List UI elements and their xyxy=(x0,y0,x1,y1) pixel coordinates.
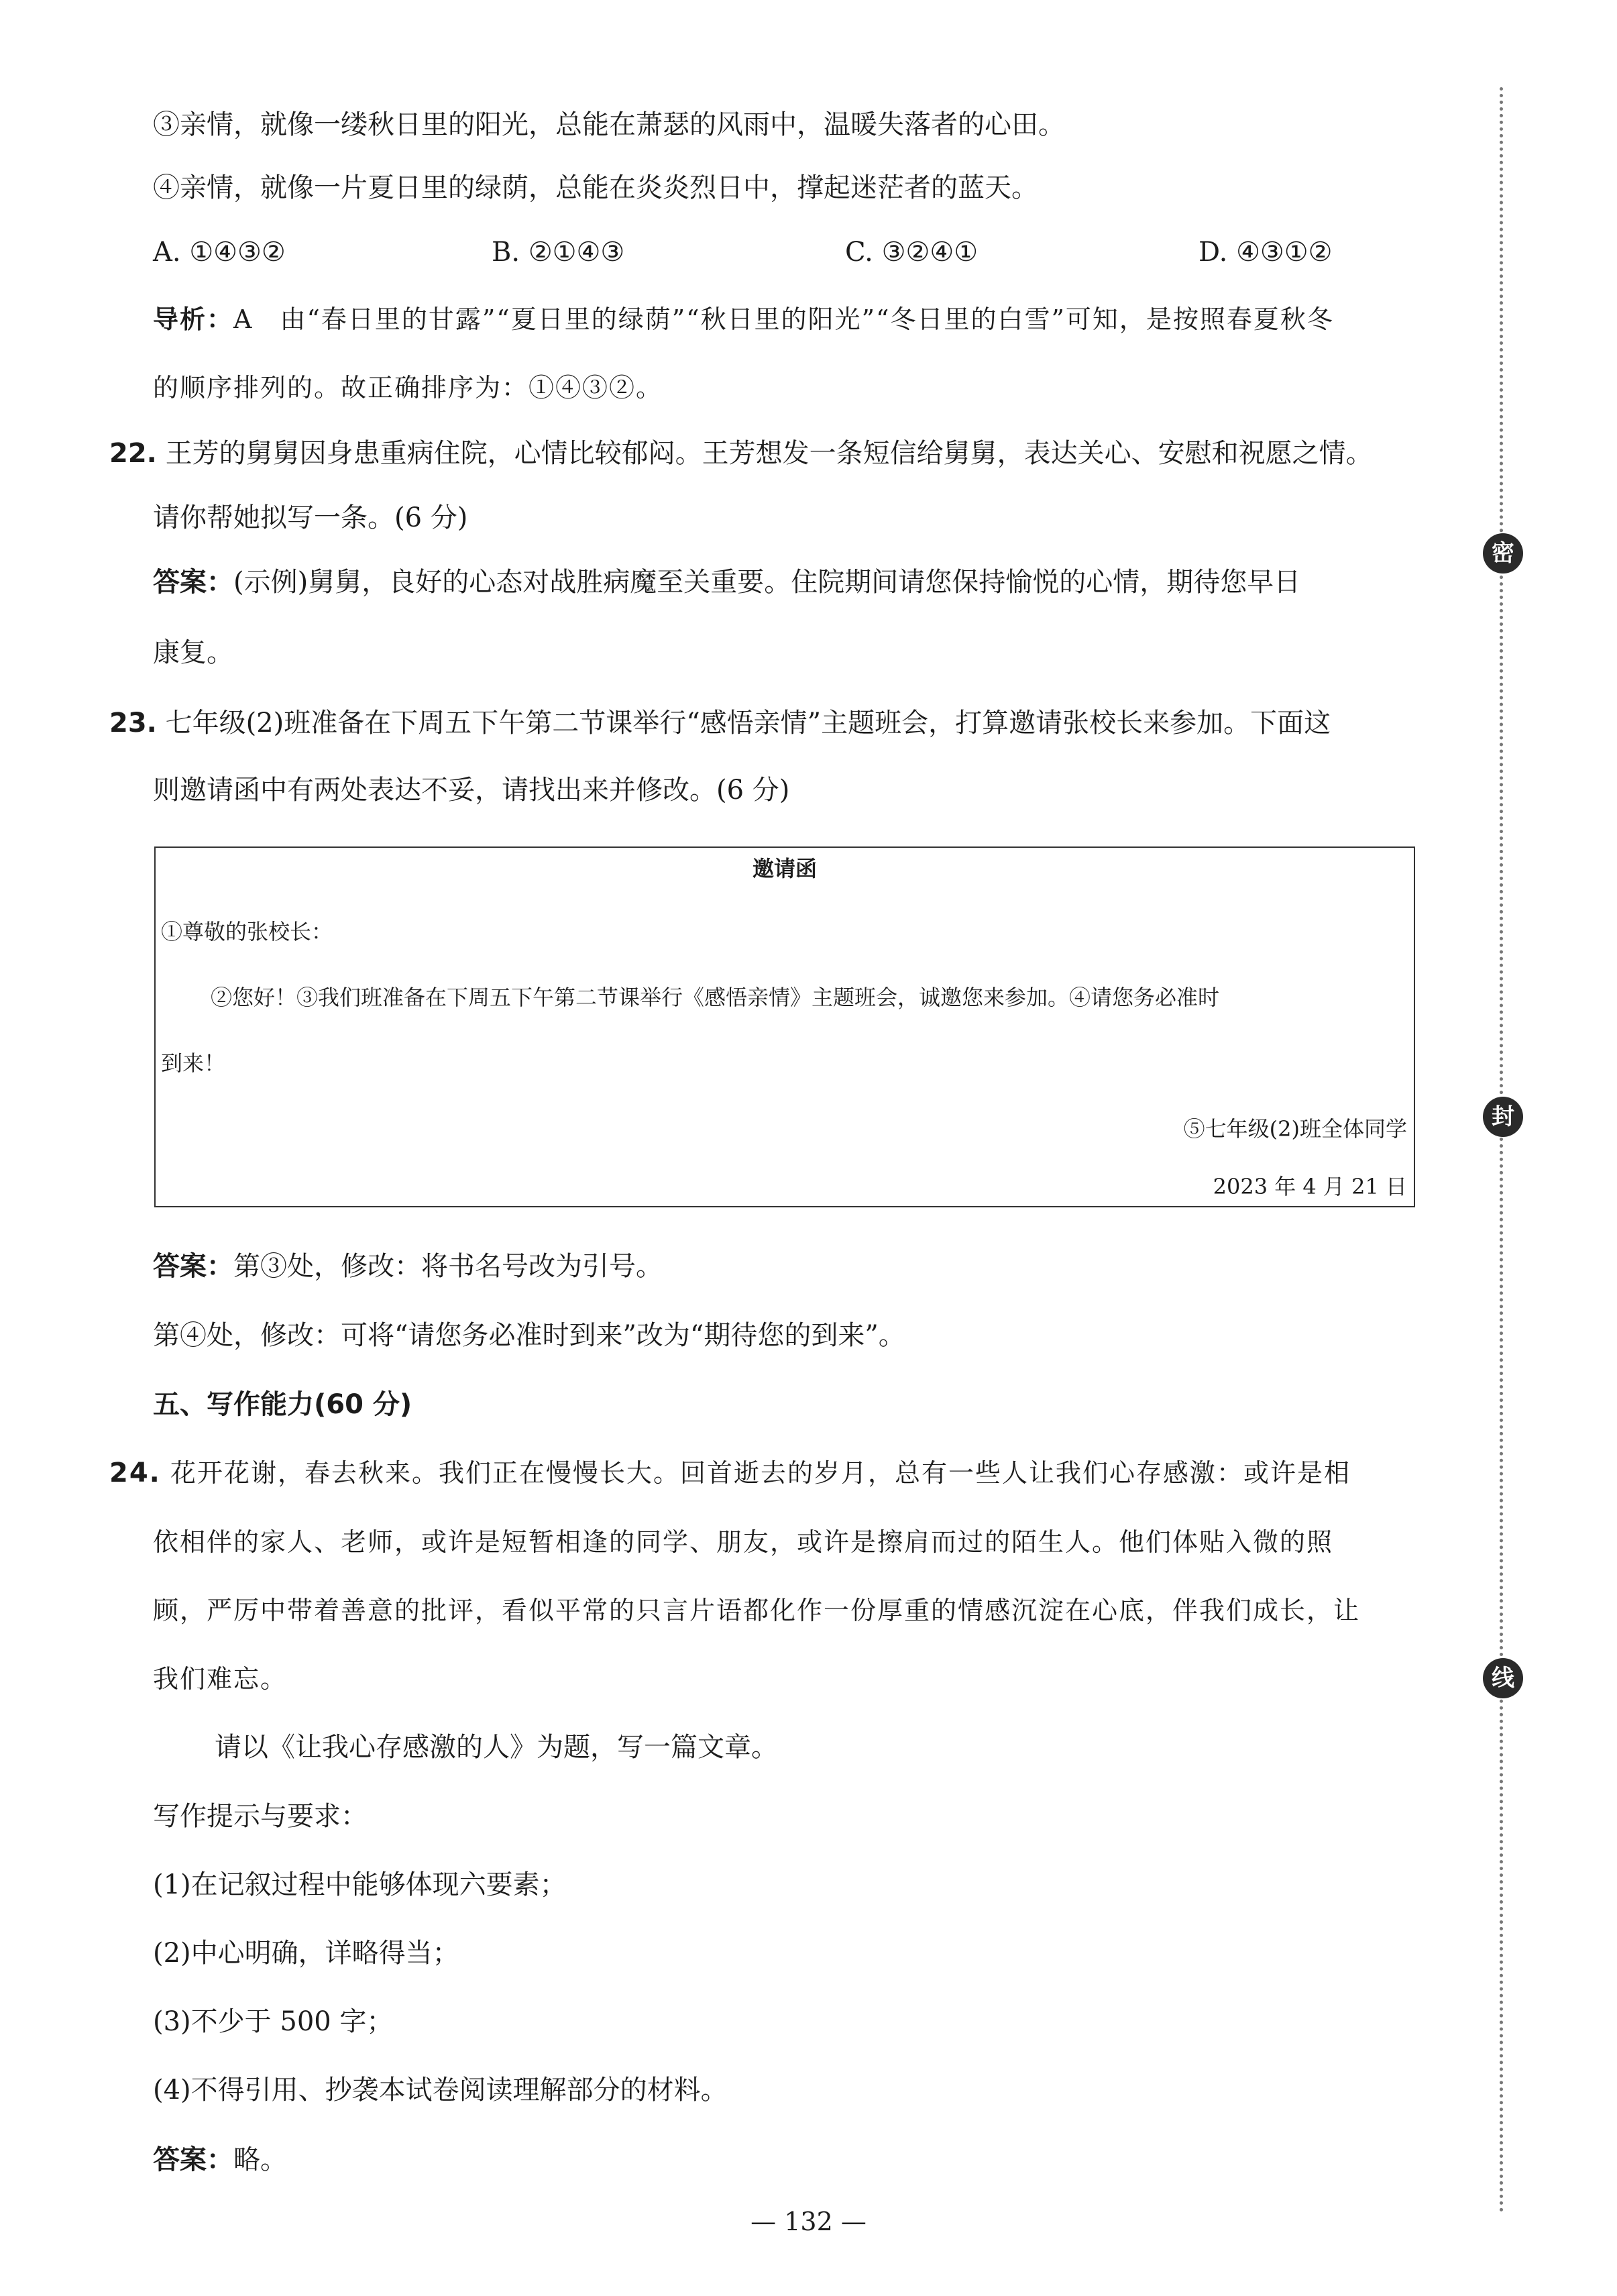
writing-prompt: 请以《让我心存感激的人》为题，写一篇文章。 xyxy=(215,1732,778,1763)
choice-c: C. ③②④① xyxy=(845,237,979,268)
answer-label: 答案： xyxy=(153,1251,233,1282)
question-24 xyxy=(109,1454,1351,1492)
writing-tip-4: (4)不得引用、抄袭本试卷阅读理解部分的材料。 xyxy=(153,2075,728,2106)
writing-tip-2: (2)中心明确，详略得当； xyxy=(153,1938,459,1969)
answer-label: 答案： xyxy=(153,567,233,598)
invitation-body-2: 到来！ xyxy=(161,1050,226,1076)
answer-22-line-1 xyxy=(153,563,1300,601)
question-24-text-3: 顾，严厉中带着善意的批评，看似平常的只言片语都化作一份厚重的情感沉淀在心底，伴我们成长，让 xyxy=(153,1596,1361,1625)
answer-23-line-2: 第④处，修改：可将“请您务必准时到来”改为“期待您的到来”。 xyxy=(153,1320,905,1351)
question-23-text-2: 则邀请函中有两处表达不妥，请找出来并修改。(6 分) xyxy=(153,775,790,806)
answer-22-text-1: (示例)舅舅，良好的心态对战胜病魔至关重要。住院期间请您保持愉悦的心情，期待您早日 xyxy=(233,567,1301,598)
question-23 xyxy=(109,704,1331,742)
invitation-body-1: ②您好！③我们班准备在下周五下午第二节课举行《感悟亲情》主题班会，诚邀您来参加。④请您务必准时 xyxy=(211,985,1220,1010)
option-line-4: ④亲情，就像一片夏日里的绿荫，总能在炎炎烈日中，撑起迷茫者的蓝天。 xyxy=(153,172,1038,203)
analysis-label: 导析： xyxy=(153,305,234,334)
invitation-salutation: ①尊敬的张校长： xyxy=(161,919,333,944)
choice-b: B. ②①④③ xyxy=(492,237,625,268)
answer-23-text-1: 第③处，修改：将书名号改为引号。 xyxy=(233,1251,663,1282)
invitation-title: 邀请函 xyxy=(752,856,817,881)
question-24-text-2: 依相伴的家人、老师，或许是短暂相逢的同学、朋友，或许是擦肩而过的陌生人。他们体贴入微的照 xyxy=(153,1527,1334,1557)
page-number: — 132 — xyxy=(750,2207,867,2236)
question-24-number: 24. xyxy=(109,1458,161,1488)
section-heading-writing: 五、写作能力(60 分) xyxy=(153,1389,412,1420)
writing-tip-3: (3)不少于 500 字； xyxy=(153,2006,394,2037)
question-22-text-1: 王芳的舅舅因身患重病住院，心情比较郁闷。王芳想发一条短信给舅舅，表达关心、安慰和祝愿之情。 xyxy=(165,438,1373,469)
analysis-line-2: 的顺序排列的。故正确排序为：①④③②。 xyxy=(153,373,663,402)
option-line-3: ③亲情，就像一缕秋日里的阳光，总能在萧瑟的风雨中，温暖失落者的心田。 xyxy=(153,109,1065,140)
answer-24-line xyxy=(153,2141,287,2179)
seal-mark-mi: 密 xyxy=(1483,533,1523,573)
choice-a: A. ①④③② xyxy=(153,237,286,268)
invitation-date: 2023 年 4 月 21 日 xyxy=(1213,1174,1407,1199)
answer-22-line-2: 康复。 xyxy=(153,637,233,668)
question-22-text-2: 请你帮她拟写一条。(6 分) xyxy=(153,502,468,533)
seal-mark-feng: 封 xyxy=(1483,1097,1523,1137)
answer-23-line-1 xyxy=(153,1248,663,1285)
answer-label: 答案： xyxy=(153,2144,233,2175)
writing-tip-1: (1)在记叙过程中能够体现六要素； xyxy=(153,1869,567,1900)
analysis-line-1 xyxy=(153,300,1334,338)
binding-dotted-line xyxy=(1500,87,1503,2213)
invitation-signature: ⑤七年级(2)班全体同学 xyxy=(1183,1116,1407,1142)
analysis-text-1: A 由“春日里的甘露”“夏日里的绿荫”“秋日里的阳光”“冬日里的白雪”可知，是按照春夏秋冬 xyxy=(233,305,1334,334)
writing-tips-title: 写作提示与要求： xyxy=(153,1801,368,1832)
question-22-number: 22. xyxy=(109,438,157,469)
question-24-text-1: 花开花谢，春去秋来。我们正在慢慢长大。回首逝去的岁月，总有一些人让我们心存感激：或许是相 xyxy=(170,1458,1351,1488)
question-24-text-4: 我们难忘。 xyxy=(153,1664,288,1694)
answer-24-text: 略。 xyxy=(233,2144,287,2175)
question-22 xyxy=(109,435,1373,472)
choice-d: D. ④③①② xyxy=(1198,237,1333,268)
seal-mark-xian: 线 xyxy=(1483,1658,1523,1698)
question-23-number: 23. xyxy=(109,708,157,739)
invitation-box xyxy=(154,846,1415,1207)
question-23-text-1: 七年级(2)班准备在下周五下午第二节课举行“感悟亲情”主题班会，打算邀请张校长来参加。下面这 xyxy=(165,708,1331,739)
